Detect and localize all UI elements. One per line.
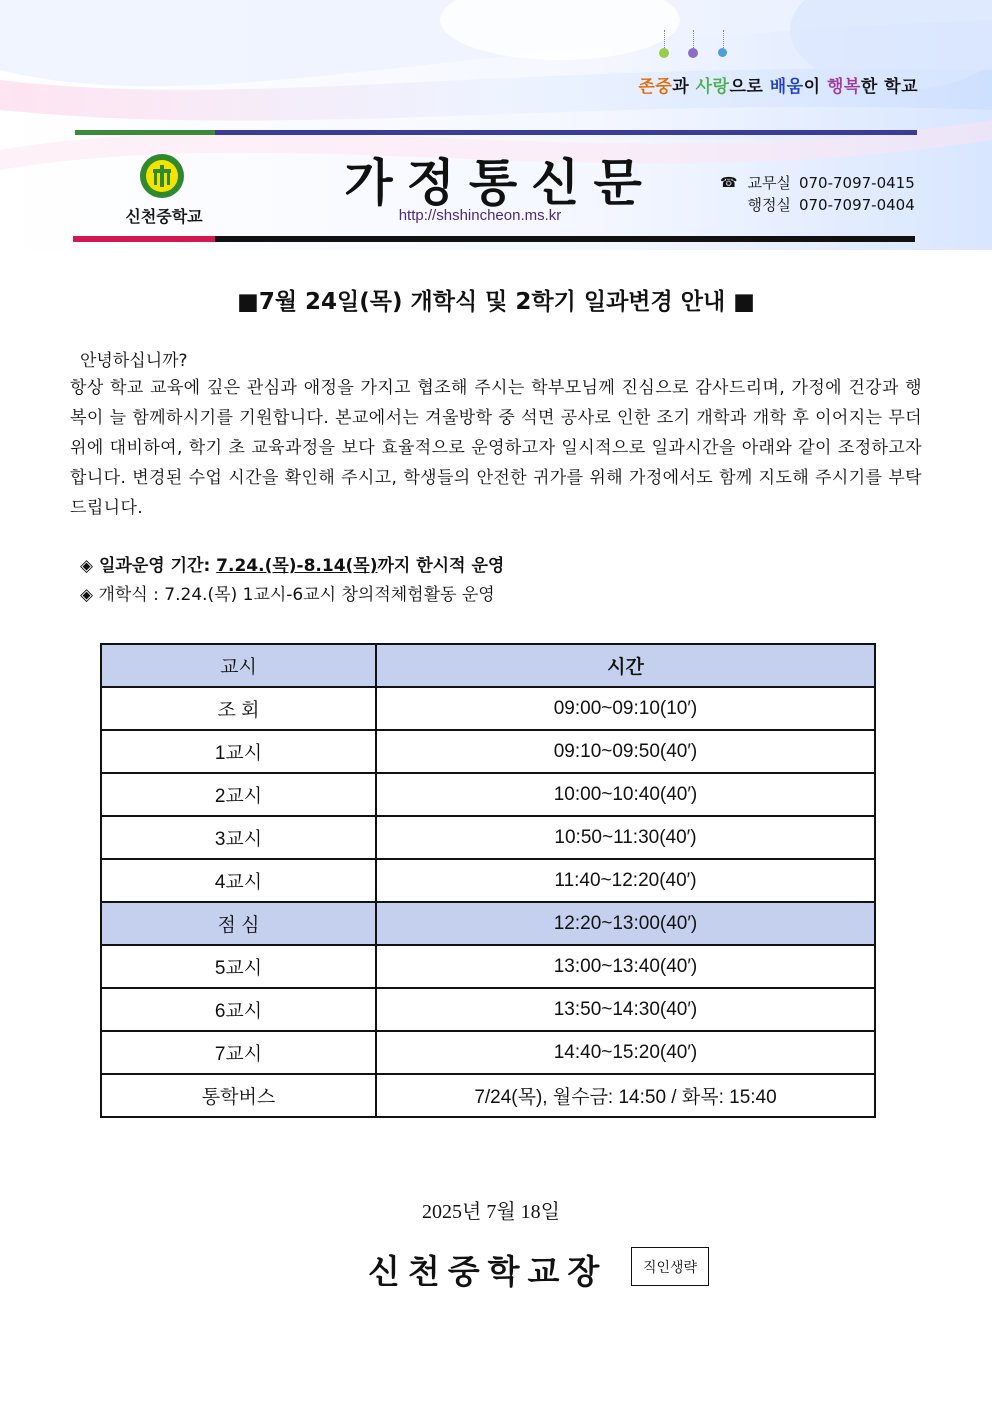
period-cell: 점 심 [101,902,376,945]
time-cell: 09:00~09:10(10′) [376,687,875,730]
schedule-notes [80,552,504,610]
time-cell: 13:00~13:40(40′) [376,945,875,988]
table-row [101,1074,875,1117]
period-cell: 2교시 [101,773,376,816]
motto-part: 한 학교 [860,77,918,97]
motto-part: 으로 [729,77,770,97]
motto-part: 존중 [638,77,673,97]
school-url[interactable]: http://shshincheon.ms.kr [398,207,562,224]
period-cell: 6교시 [101,988,376,1031]
period-cell: 조 회 [101,687,376,730]
diamond-bullet-icon: ◈ [80,556,94,576]
period-cell: 1교시 [101,730,376,773]
contact-label: 교무실 [747,174,791,192]
square-bullet-icon: ■ [733,289,755,315]
time-cell: 13:50~14:30(40′) [376,988,875,1031]
time-cell: 11:40~12:20(40′) [376,859,875,902]
table-row [101,945,875,988]
issue-date: 2025년 7월 18일 [422,1201,560,1223]
contact-number: 070-7097-0415 [798,174,915,192]
school-emblem-icon [139,153,185,199]
motto-part: 배움 [769,77,804,97]
contact-number: 070-7097-0404 [798,196,915,214]
purple-dot-icon [688,48,698,58]
period-cell: 7교시 [101,1031,376,1074]
table-row [101,816,875,859]
column-header-time: 시간 [376,644,875,687]
phone-icon: ☎ [720,175,738,191]
time-cell: 14:40~15:20(40′) [376,1031,875,1074]
schedule-table [100,643,876,1118]
square-bullet-icon: ■ [237,289,259,315]
green-dot-icon [659,48,669,58]
table-header-row [101,644,875,687]
diamond-bullet-icon: ◈ [80,585,94,605]
body-paragraph: 항상 학교 교육에 깊은 관심과 애정을 가지고 협조해 주시는 학부모님께 진심으로 감사드리며, 가정에 건강과 행복이 늘 함께하시기를 기원합니다. 본교에서는 겨울방학 중 석면 공사로 인한 조기 개학과 개학 후 이어지는 무더위에 대비하여, 학기 초 교육과정을 보다 효율적으로 운영하고자 일시적으로 일과시간을 아래와 같이 조정하고자 합니다. 변경된 수업 시간을 확인해 주시고, 학생들의 안전한 귀가를 위해 가정에서도 함께 지도해 주시기를 부탁드립니다. [70,378,922,518]
time-cell: 10:00~10:40(40′) [376,773,875,816]
column-header-period: 교시 [101,644,376,687]
motto-part: 행복 [826,77,861,97]
principal-signature: 신천중학교장 [368,1252,608,1291]
greeting: 안녕하십니까? [80,351,188,371]
table-row [101,859,875,902]
bottom-rule-red [73,236,215,242]
table-row [101,687,875,730]
bottom-rule-black [215,236,915,242]
page-title: 가정통신문 [344,154,656,212]
period-cell: 통학버스 [101,1074,376,1117]
table-row [101,730,875,773]
school-name: 신천중학교 [125,207,203,226]
top-rule-blue [215,130,917,135]
school-motto [638,72,918,97]
time-cell: 12:20~13:00(40′) [376,902,875,945]
period-cell: 3교시 [101,816,376,859]
motto-part: 사랑 [695,77,730,97]
period-cell: 5교시 [101,945,376,988]
blue-dot-icon [718,48,727,57]
contact-info [720,172,915,216]
motto-part: 이 [803,77,827,97]
table-row [101,1031,875,1074]
table-row [101,902,875,945]
top-rule-green [75,130,215,135]
decorative-hanging-dots [652,30,742,65]
period-dates: 7.24.(목)-8.14(목) [216,556,378,576]
bullet-period: ◈ 일과운영 기간: 7.24.(목)-8.14(목)까지 한시적 운영 [80,556,505,576]
notice-headline: ■7월 24일(목) 개학식 및 2학기 일과변경 안내 ■ [237,289,755,315]
table-row [101,988,875,1031]
table-row [101,773,875,816]
time-cell: 10:50~11:30(40′) [376,816,875,859]
time-cell: 7/24(목), 월수금: 14:50 / 화목: 15:40 [376,1074,875,1117]
official-seal-omitted: 직인생략 [631,1247,709,1286]
motto-part: 과 [672,77,696,97]
period-cell: 4교시 [101,859,376,902]
time-cell: 09:10~09:50(40′) [376,730,875,773]
contact-label: 행정실 [747,196,791,214]
bullet-opening: ◈ 개학식 : 7.24.(목) 1교시-6교시 창의적체험활동 운영 [80,585,495,605]
